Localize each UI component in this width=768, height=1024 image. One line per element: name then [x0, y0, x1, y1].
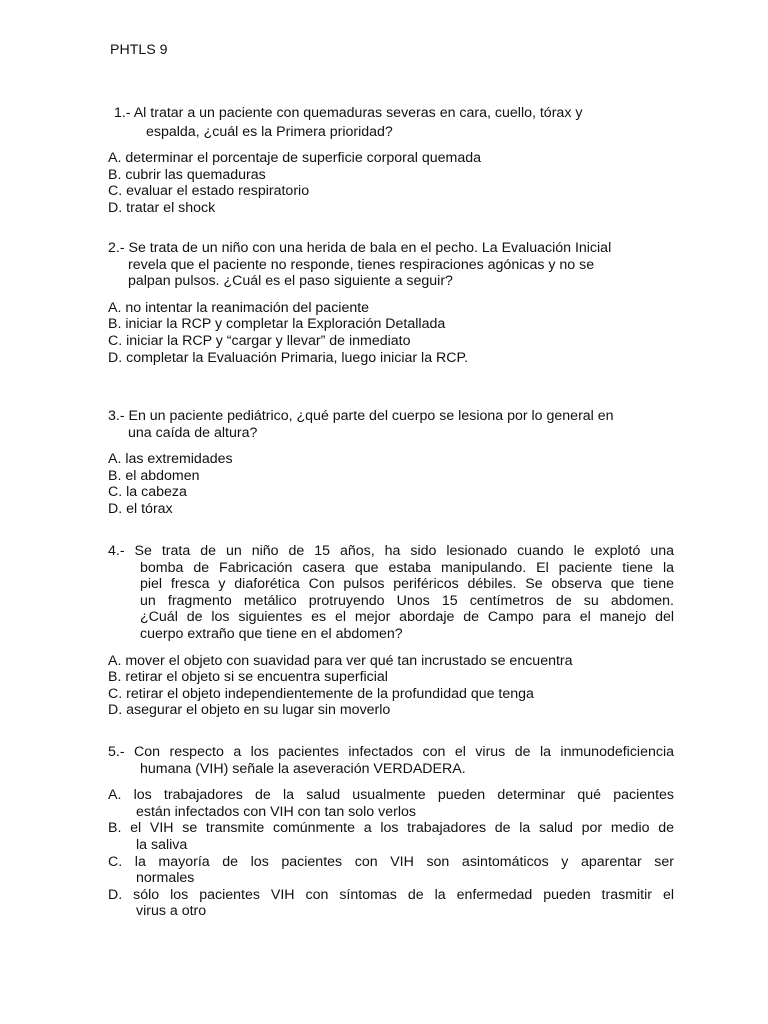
question-line: bomba de Fabricación casera que estaba manipulando. El paciente tiene la [140, 559, 674, 576]
answer-options [108, 653, 674, 719]
question-4 [108, 543, 674, 719]
question-text [108, 543, 674, 643]
question-line: espalda, ¿cuál es la Primera prioridad? [146, 123, 393, 140]
answer-option-c: C. la cabeza [108, 484, 187, 501]
question-text [108, 240, 674, 290]
question-line: palpan pulsos. ¿Cuál es el paso siguiente a seguir? [128, 273, 453, 290]
answer-option-a: A. no intentar la reanimación del paciente [108, 299, 370, 316]
question-line: ¿Cuál de los siguientes es el mejor abordaje de Campo para el manejo del [140, 609, 674, 626]
answer-option-d: D. asegurar el objeto en su lugar sin moverlo [108, 702, 391, 719]
question-5 [108, 744, 674, 920]
answer-options [108, 300, 674, 366]
question-line: 4.- Se trata de un niño de 15 años, ha sido lesionado cuando le explotó una [108, 543, 674, 559]
answer-option-b: B. el VIH se transmite comúnmente a los trabajadores de la salud por medio de la saliva [108, 820, 674, 853]
answer-options [108, 451, 674, 517]
question-line: 2.- Se trata de un niño con una herida de bala en el pecho. La Evaluación Inicial [108, 240, 612, 256]
question-line: piel fresca y diaforética Con pulsos periféricos débiles. Se observa que tiene [140, 576, 674, 593]
answer-option-b: B. el abdomen [108, 467, 200, 484]
answer-option-b: B. iniciar la RCP y completar la Exploración Detallada [108, 316, 446, 333]
question-text [108, 408, 674, 441]
question-text [108, 744, 674, 777]
answer-option-b: B. retirar el objeto si se encuentra superficial [108, 669, 388, 686]
answer-option-a: A. las extremidades [108, 451, 233, 468]
answer-options [108, 150, 674, 216]
answer-option-a: A. determinar el porcentaje de superficie corporal quemada [108, 150, 482, 167]
question-line: cuerpo extraño que tiene en el abdomen? [140, 625, 403, 642]
answer-option-c: C. retirar el objeto independientemente de la profundidad que tenga [108, 685, 534, 702]
question-line: un fragmento metálico protruyendo Unos 15 centímetros de su abdomen. [140, 592, 674, 609]
answer-option-a: A. mover el objeto con suavidad para ver qué tan incrustado se encuentra [108, 652, 573, 669]
answer-option-b: B. cubrir las quemaduras [108, 166, 266, 183]
question-line: una caída de altura? [128, 424, 258, 441]
question-line: humana (VIH) señale la aseveración VERDADERA. [140, 760, 466, 777]
answer-option-a: A. los trabajadores de la salud usualmente pueden determinar qué pacientes están infectados con VIH con tan solo verlos [108, 787, 674, 820]
question-1 [108, 105, 674, 217]
question-line: revela que el paciente no responde, tienes respiraciones agónicas y no se [128, 256, 595, 273]
answer-option-c: C. la mayoría de los pacientes con VIH son asintomáticos y aparentar ser normales [108, 853, 674, 887]
answer-option-c: C. iniciar la RCP y “cargar y llevar” de inmediato [108, 332, 411, 349]
answer-option-c: C. evaluar el estado respiratorio [108, 183, 310, 200]
question-2 [108, 240, 674, 366]
answer-option-d: D. completar la Evaluación Primaria, luego iniciar la RCP. [108, 349, 469, 366]
question-line: 3.- En un paciente pediátrico, ¿qué parte del cuerpo se lesiona por lo general en [108, 408, 614, 424]
answer-option-d: D. sólo los pacientes VIH con síntomas de la enfermedad pueden trasmitir el virus a otro [108, 886, 674, 920]
answer-option-d: D. el tórax [108, 500, 173, 517]
question-3 [108, 408, 674, 518]
document-title: PHTLS 9 [110, 42, 168, 58]
question-line: 5.- Con respecto a los pacientes infectados con el virus de la inmunodeficiencia [108, 744, 674, 760]
answer-option-d: D. tratar el shock [108, 199, 216, 216]
question-line: 1.- Al tratar a un paciente con quemaduras severas en cara, cuello, tórax y [114, 105, 583, 121]
question-text [108, 105, 674, 140]
answer-options [108, 787, 674, 920]
